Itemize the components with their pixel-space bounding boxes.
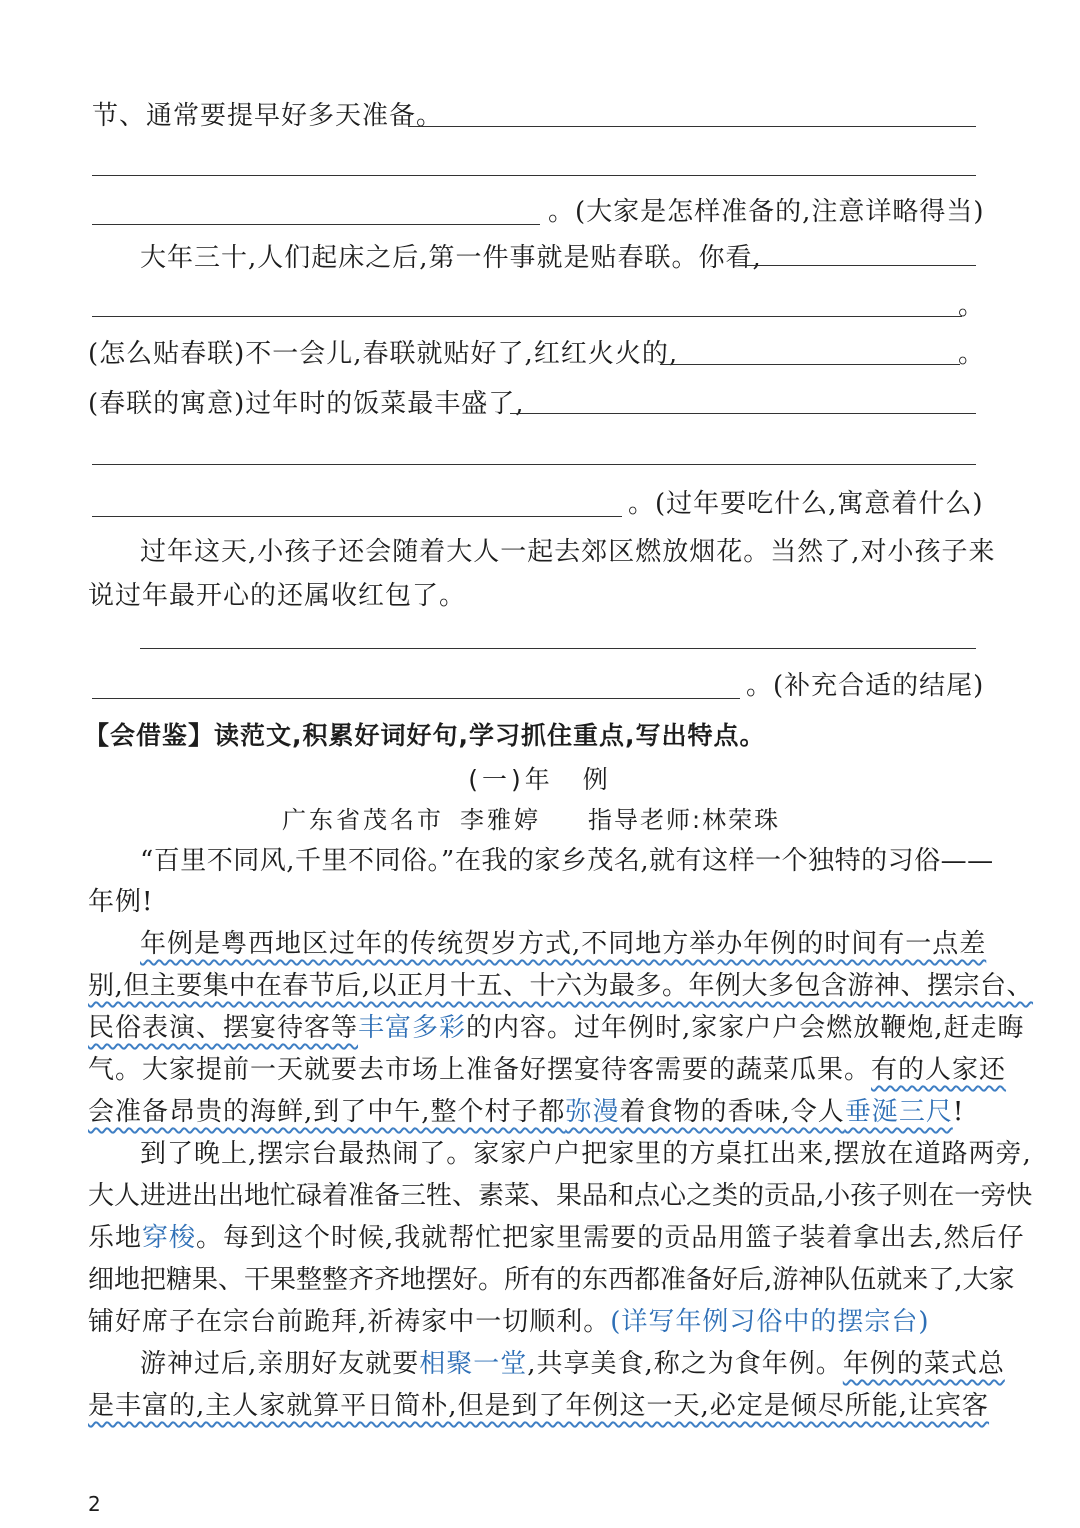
answer-blank[interactable] bbox=[408, 126, 976, 127]
worksheet-line-3: 。(大家是怎样准备的,注意详略得当) bbox=[548, 197, 985, 227]
essay-segment: 有的人家还 bbox=[871, 1055, 1007, 1085]
essay-segment: ,共享美食,称之为食年例。 bbox=[527, 1349, 843, 1379]
worksheet-line-13: 。(补充合适的结尾) bbox=[746, 671, 985, 701]
answer-blank[interactable] bbox=[738, 265, 976, 266]
essay-line bbox=[88, 1304, 930, 1340]
essay-segment: 铺好席子在宗台前跪拜,祈祷家中一切顺利。 bbox=[88, 1307, 611, 1337]
highlighted-phrase: 相聚一堂 bbox=[419, 1349, 528, 1379]
worksheet-line-4: 大年三十,人们起床之后,第一件事就是贴春联。你看, bbox=[140, 243, 762, 273]
highlighted-phrase: 弥漫 bbox=[565, 1097, 620, 1127]
essay-line-annotated: 别,但主要集中在春节后,以正月十五、十六为最多。年例大多包含游神、摆宗台、 bbox=[88, 971, 1034, 1001]
section-heading: 【会借鉴】读范文,积累好词好句,学习抓住重点,写出特点。 bbox=[84, 721, 766, 750]
answer-blank[interactable] bbox=[92, 698, 740, 699]
worksheet-line-10: 过年这天,小孩子还会随着大人一起去郊区燃放烟花。当然了,对小孩子来 bbox=[140, 537, 996, 567]
essay-segment: 年例的菜式总 bbox=[842, 1349, 1005, 1379]
essay-line: 大人进进出出地忙碌着准备三牲、素菜、果品和点心之类的贡品,小孩子则在一旁快 bbox=[88, 1181, 1033, 1211]
worksheet-line-9: 。(过年要吃什么,寓意着什么) bbox=[628, 489, 984, 519]
essay-line: 到了晚上,摆宗台最热闹了。家家户户把家里的方桌扛出来,摆放在道路两旁, bbox=[140, 1139, 1032, 1169]
essay-segment: 着食物的香味,令人 bbox=[619, 1097, 845, 1127]
highlighted-phrase: 穿梭 bbox=[142, 1223, 197, 1253]
highlighted-phrase: 垂涎三尺 bbox=[844, 1097, 953, 1127]
author-place: 广东省茂名市 bbox=[282, 806, 444, 834]
essay-segment: 乐地 bbox=[88, 1223, 143, 1253]
annotation-note: (详写年例习俗中的摆宗台) bbox=[610, 1307, 930, 1337]
answer-blank[interactable] bbox=[92, 516, 622, 517]
essay-line: “百里不同风,千里不同俗。”在我的家乡茂名,就有这样一个独特的习俗—— bbox=[140, 846, 994, 876]
answer-blank[interactable] bbox=[660, 364, 960, 365]
essay-line-annotated: 年例是粤西地区过年的传统贺岁方式,不同地方举办年例的时间有一点差 bbox=[140, 929, 987, 959]
essay-segment: 民俗表演、摆宴待客等 bbox=[88, 1013, 359, 1043]
essay-line: 年例! bbox=[88, 887, 154, 917]
essay-line bbox=[88, 1094, 964, 1130]
worksheet-line-1: 节、通常要提早好多天准备。 bbox=[92, 101, 444, 131]
essay-line bbox=[140, 1346, 1005, 1382]
answer-blank[interactable] bbox=[92, 464, 976, 465]
answer-blank[interactable] bbox=[510, 413, 976, 414]
essay-line: 细地把糖果、干果整整齐齐地摆好。所有的东西都准备好后,游神队伍就来了,大家 bbox=[88, 1265, 1015, 1295]
page-number: 2 bbox=[88, 1492, 101, 1516]
essay-segment: ! bbox=[952, 1097, 965, 1127]
essay-segment: 会准备昂贵的海鲜,到了中午,整个村子都 bbox=[88, 1097, 566, 1127]
worksheet-line-6: (怎么贴春联)不一会儿,春联就贴好了,红红火火的, bbox=[88, 339, 679, 369]
essay-title: (一)年 例 bbox=[468, 765, 612, 794]
answer-blank[interactable] bbox=[140, 648, 976, 649]
teacher-name: 指导老师:林荣珠 bbox=[588, 806, 781, 834]
worksheet-line-6-end: 。 bbox=[958, 339, 986, 369]
highlighted-phrase: 丰富多彩 bbox=[358, 1013, 467, 1043]
essay-line bbox=[88, 1220, 1025, 1256]
essay-line bbox=[88, 1010, 1025, 1046]
essay-line bbox=[88, 1052, 1006, 1088]
worksheet-line-7: (春联的寓意)过年时的饭菜最丰盛了, bbox=[88, 389, 525, 419]
worksheet-line-11: 说过年最开心的还属收红包了。 bbox=[88, 581, 467, 611]
essay-segment: 的内容。过年例时,家家户户会燃放鞭炮,赶走晦 bbox=[466, 1013, 1025, 1043]
answer-blank[interactable] bbox=[92, 224, 540, 225]
essay-segment: 。每到这个时候,我就帮忙把家里需要的贡品用篮子装着拿出去,然后仔 bbox=[196, 1223, 1025, 1253]
essay-segment: 游神过后,亲朋好友就要 bbox=[140, 1349, 420, 1379]
author-name: 李雅婷 bbox=[460, 806, 541, 834]
answer-blank[interactable] bbox=[92, 175, 976, 176]
answer-blank[interactable] bbox=[92, 316, 962, 317]
essay-line-annotated: 是丰富的,主人家就算平日简朴,但是到了年例这一天,必定是倾尽所能,让宾客 bbox=[88, 1391, 990, 1421]
essay-segment: 气。大家提前一天就要去市场上准备好摆宴待客需要的蔬菜瓜果。 bbox=[88, 1055, 872, 1085]
worksheet-line-5-end: 。 bbox=[958, 291, 986, 321]
